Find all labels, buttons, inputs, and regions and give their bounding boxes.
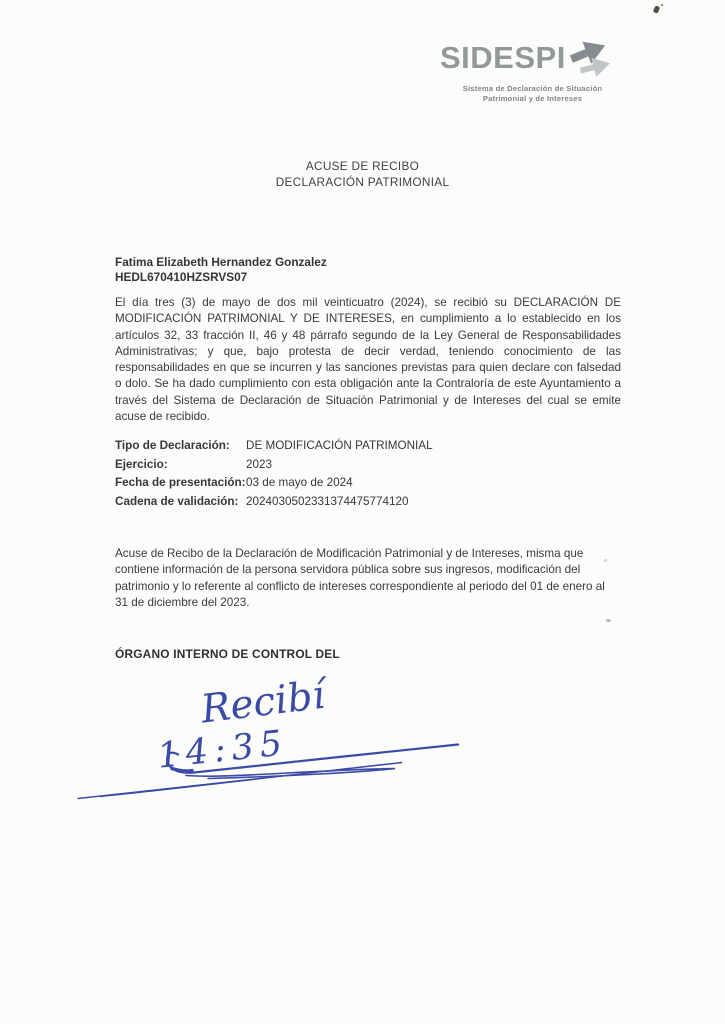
detail-row-ejercicio bbox=[115, 458, 433, 472]
document-title bbox=[0, 159, 725, 190]
detail-row-fecha bbox=[115, 476, 433, 490]
detail-row-cadena bbox=[115, 495, 433, 509]
detail-label: Tipo de Declaración: bbox=[115, 439, 230, 452]
scan-artifact bbox=[661, 4, 663, 6]
detail-value: DE MODIFICACIÓN PATRIMONIAL bbox=[246, 439, 433, 452]
scan-artifact bbox=[653, 5, 660, 13]
logo-subtitle-line2: Patrimonial y de Intereses bbox=[482, 93, 583, 103]
logo-subtitle-line1: Sistema de Declaración de Situación bbox=[462, 84, 603, 93]
sidespi-logo bbox=[440, 33, 625, 103]
title-line2: DECLARACIÓN PATRIMONIAL bbox=[275, 174, 450, 189]
detail-label: Ejercicio: bbox=[115, 457, 168, 471]
title-line1: ACUSE DE RECIBO bbox=[305, 159, 420, 173]
organo-interno-heading: ÓRGANO INTERNO DE CONTROL DEL bbox=[115, 647, 340, 661]
detail-label: Cadena de validación: bbox=[115, 494, 239, 508]
double-arrow-icon bbox=[568, 33, 625, 81]
recipient-name: Fatima Elizabeth Hernandez Gonzalez bbox=[115, 255, 327, 269]
detail-label: Fecha de presentación: bbox=[115, 476, 246, 490]
declaration-details bbox=[115, 439, 433, 513]
body-paragraph-2: Acuse de Recibo de la Declaración de Modificación Patrimonial y de Intereses, misma que contiene información de la persona servidora pública sobre sus ingresos, modificación del patrimonio y lo referente al conflicto de intereses correspondiente al periodo del 01 de enero al 31 de diciembre del 2023. bbox=[115, 547, 605, 609]
handwritten-annotation bbox=[60, 672, 480, 812]
detail-value: 2023 bbox=[246, 457, 273, 471]
scan-artifact bbox=[606, 619, 611, 622]
handwritten-time-text: 14:35 bbox=[155, 723, 290, 777]
detail-row-tipo bbox=[115, 439, 433, 453]
recipient-curp: HEDL670410HZSRVS07 bbox=[115, 269, 248, 284]
logo-wordmark: SIDESPI bbox=[440, 39, 566, 75]
detail-value: 03 de mayo de 2024 bbox=[246, 476, 353, 490]
recipient-block bbox=[115, 255, 327, 284]
body-paragraph-1: El día tres (3) de mayo de dos mil veinticuatro (2024), se recibió su DECLARACIÓN DE MODIFICACIÓN PATRIMONIAL Y DE INTERESES, en cumplimiento a lo establecido en los artículos 32, 33 fracción II, 46 y 48 párrafo segundo de la Ley General de Responsabilidades Administrativas; y que, bajo protesta de decir verdad, teniendo conocimiento de las responsabilidades en que se incurren y las sanciones previstas para quien declare con falsedad o dolo. Se ha dado cumplimiento con esta obligación ante la Contraloría de este Ayuntamiento a través del Sistema de Declaración de Situación Patrimonial y de Intereses del cual se emite acuse de recibido. bbox=[115, 296, 621, 424]
detail-value: 2024030502331374475774120 bbox=[246, 494, 409, 508]
handwritten-recibi-text: Recibí bbox=[198, 672, 328, 733]
